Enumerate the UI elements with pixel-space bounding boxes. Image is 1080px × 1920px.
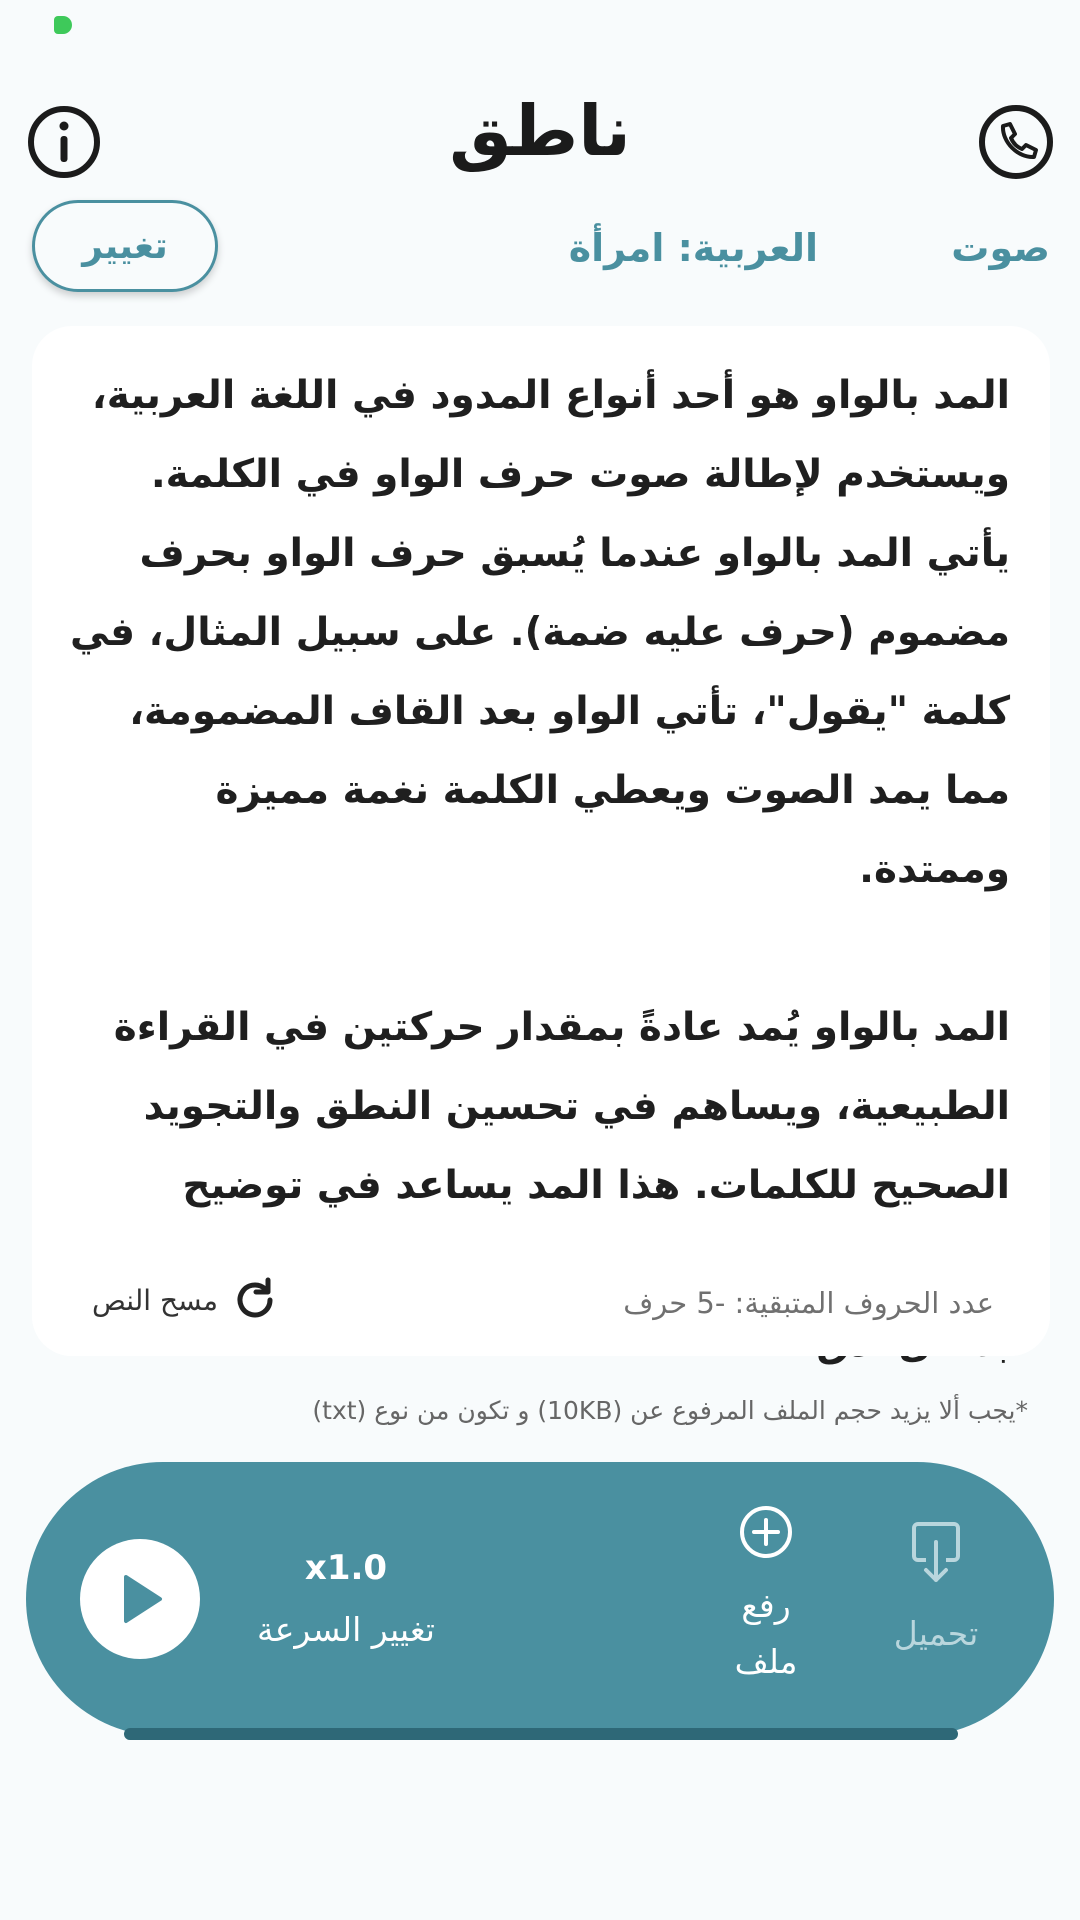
download-button[interactable] [856, 1520, 1016, 1700]
refresh-icon [230, 1275, 280, 1325]
upload-file-note: *يجب ألا يزيد حجم الملف المرفوع عن (10KB) و تكون من نوع (txt) [312, 1396, 1028, 1425]
app-header [0, 60, 1080, 190]
playback-control-bar [26, 1462, 1054, 1736]
play-button[interactable] [80, 1539, 200, 1659]
phone-icon [976, 102, 1056, 182]
call-button[interactable] [968, 94, 1064, 190]
upload-file-label: رفع ملف [734, 1586, 798, 1681]
clear-text-button[interactable] [92, 1270, 280, 1330]
plus-circle-icon [738, 1504, 794, 1560]
status-bar [0, 0, 1080, 52]
play-icon [110, 1569, 170, 1629]
status-indicator [54, 16, 72, 34]
text-editor-card [32, 326, 1050, 1356]
voice-selector-row [0, 198, 1080, 294]
change-voice-button[interactable]: تغيير [32, 200, 218, 292]
control-bar-shadow [124, 1728, 958, 1740]
change-speed-button[interactable]: تغيير السرعة [257, 1610, 435, 1649]
text-input-area[interactable]: المد بالواو هو أحد أنواع المدود في اللغة العربية، ويستخدم لإطالة صوت حرف الواو في الكلمة. يأتي المد بالواو عندما يُسبق حرف الواو بحرف مضموم (حرف عليه ضمة). على سبيل المثال، في كلمة "يقول"، تأتي الواو بعد القاف المضمومة، مما يمد الصوت ويعطي الكلمة نغمة مميزة وممتدة. المد بالواو يُمد عادةً بمقدار حركتين في القراءة الطبيعية، ويساهم في تحسين النطق والتجويد الصحيح للكلمات. هذا المد يساعد في توضيح [70, 373, 1010, 1208]
download-label: تحميل [893, 1614, 979, 1653]
upload-file-button[interactable] [686, 1504, 846, 1704]
remaining-characters-counter: عدد الحروف المتبقية: -5 حرف [623, 1286, 994, 1320]
clear-text-label: مسح النص [92, 1283, 219, 1317]
editor-footer [32, 1242, 1050, 1356]
voice-value: العربية: امرأة [568, 226, 818, 270]
app-title: ناطق [449, 90, 631, 172]
speed-value[interactable]: x1.0 [304, 1548, 388, 1588]
download-icon [908, 1520, 964, 1586]
voice-label: صوت [951, 226, 1050, 270]
